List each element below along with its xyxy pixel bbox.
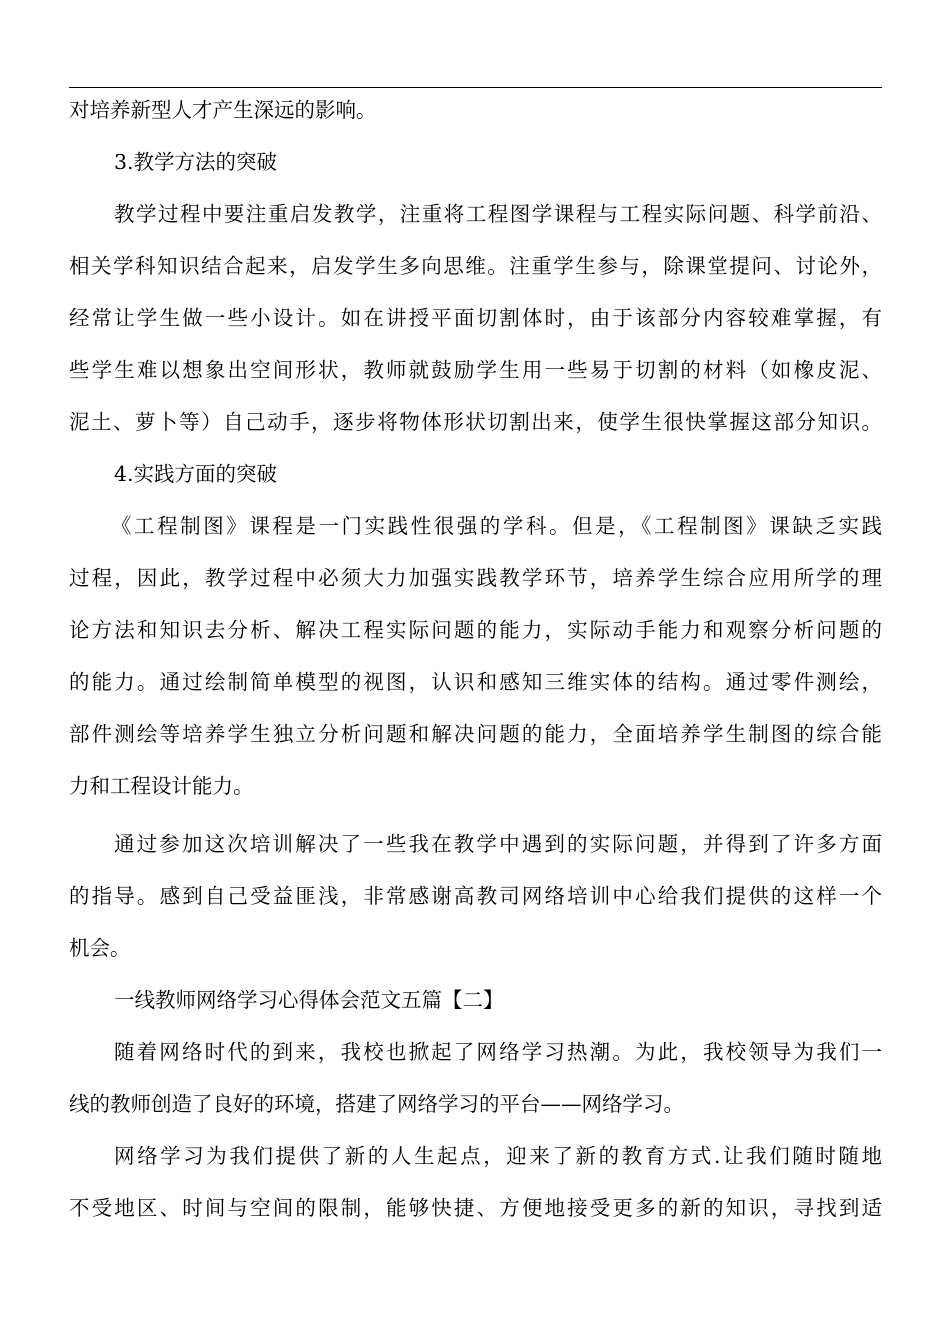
text-line: 对培养新型人才产生深远的影响。 [69, 98, 377, 122]
text-line: 《工程制图》课程是一门实践性很强的学科。但是，《工程制图》课缺乏实践 [111, 514, 882, 538]
article-heading-part-two: 一线教师网络学习心得体会范文五篇【二】 [114, 988, 504, 1012]
text-line: 泥土、萝卜等）自己动手，逐步将物体形状切割出来，使学生很快掌握这部分知识。 [69, 410, 882, 434]
text-line: 论方法和知识去分析、解决工程实际问题的能力，实际动手能力和观察分析问题的 [69, 618, 882, 642]
text-line: 相关学科知识结合起来，启发学生多向思维。注重学生参与，除课堂提问、讨论外， [69, 254, 882, 278]
text-line: 通过参加这次培训解决了一些我在教学中遇到的实际问题，并得到了许多方面 [114, 832, 882, 856]
section-heading-teaching-method: 3.教学方法的突破 [114, 150, 278, 174]
text-line: 不受地区、时间与空间的限制，能够快捷、方便地接受更多的新的知识，寻找到适 [69, 1196, 882, 1220]
text-line: 经常让学生做一些小设计。如在讲授平面切割体时，由于该部分内容较难掌握，有 [69, 306, 882, 330]
text-line: 随着网络时代的到来，我校也掀起了网络学习热潮。为此，我校领导为我们一 [114, 1040, 882, 1064]
text-line: 的指导。感到自己受益匪浅，非常感谢高教司网络培训中心给我们提供的这样一个 [69, 884, 882, 908]
text-line: 线的教师创造了良好的环境，搭建了网络学习的平台——网络学习。 [69, 1092, 684, 1116]
text-line: 教学过程中要注重启发教学，注重将工程图学课程与工程实际问题、科学前沿、 [114, 202, 882, 226]
header-rule [69, 87, 882, 88]
text-line: 的能力。通过绘制简单模型的视图，认识和感知三维实体的结构。通过零件测绘， [69, 670, 882, 694]
text-line: 网络学习为我们提供了新的人生起点，迎来了新的教育方式.让我们随时随地 [114, 1144, 882, 1168]
text-line: 部件测绘等培养学生独立分析问题和解决问题的能力，全面培养学生制图的综合能 [69, 722, 882, 746]
document-body [69, 93, 882, 1243]
text-line: 过程，因此，教学过程中必须大力加强实践教学环节，培养学生综合应用所学的理 [69, 566, 882, 590]
section-heading-practice: 4.实践方面的突破 [114, 462, 278, 486]
text-line: 些学生难以想象出空间形状，教师就鼓励学生用一些易于切割的材料（如橡皮泥、 [69, 358, 882, 382]
text-line: 机会。 [69, 936, 131, 960]
text-line: 力和工程设计能力。 [69, 774, 254, 798]
